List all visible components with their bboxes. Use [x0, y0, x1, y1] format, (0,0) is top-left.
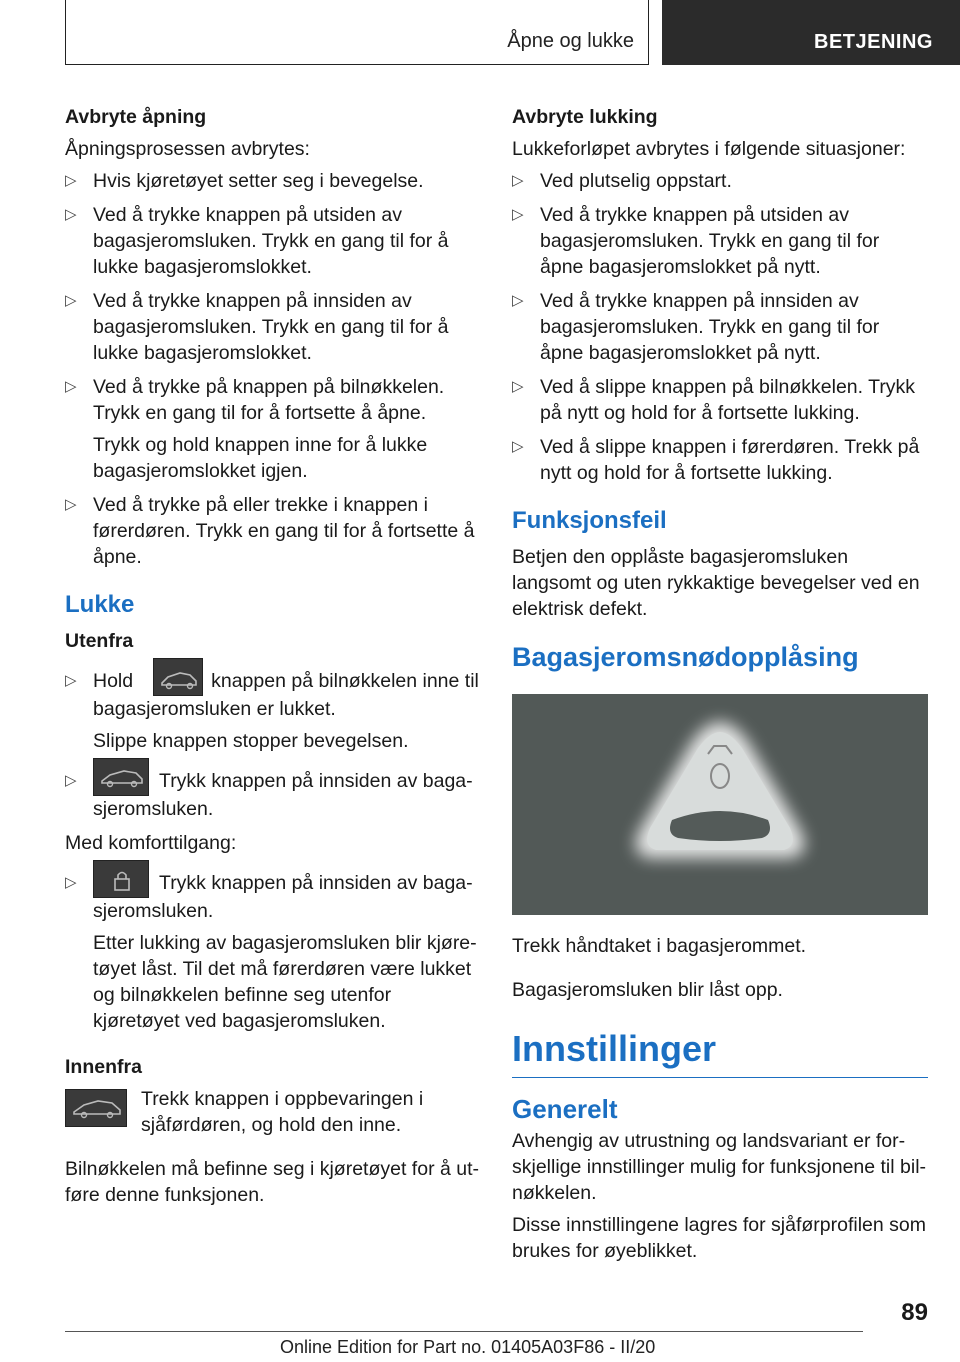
left-column: [65, 104, 480, 1214]
malfunction-text: Betjen den opplåste bagasjeromsluken langsomt og uten rykkaktige bevegelser ved en elektrisk defekt.: [512, 546, 920, 620]
list-item: ▷ Ved å slippe knappen i førerdøren. Trekk på nytt og hold for å fortsette lukking.: [512, 436, 920, 484]
triangle-bullet-icon: ▷: [65, 672, 77, 689]
triangle-bullet-icon: ▷: [65, 874, 77, 891]
list-item: ▷ Trykk knappen på innsiden av bagasjeromsluken. Etter lukking av bagasjeromsluken blir kjøretøyet låst. Til det må førerdøren være lukket og bilnøkkelen befinne seg utenfor kjøretøyet ved bagasjeromsluken.: [65, 870, 480, 1034]
outside-title: Utenfra: [65, 630, 134, 652]
close-heading: Lukke: [65, 591, 135, 618]
header-box: [65, 0, 649, 65]
inside-row: [65, 1086, 480, 1138]
settings-heading: Innstillinger: [512, 1029, 928, 1078]
triangle-bullet-icon: ▷: [65, 496, 77, 513]
list-item: ▷ Ved plutselig oppstart.: [512, 170, 732, 192]
list-item: ▷ Ved å trykke knappen på utsiden av bagasjeromsluken. Trykk en gang til for å lukke bagasjeromslokket.: [65, 204, 449, 278]
abort-close-title: Avbryte lukking: [512, 106, 658, 128]
trunk-button-icon: [93, 758, 149, 796]
comfort-label: Med komforttilgang:: [65, 832, 237, 854]
list-item: ▷ Ved å trykke knappen på utsiden av bagasjeromsluken. Trykk en gang til for åpne bagasjeromslokket på nytt.: [512, 204, 880, 278]
triangle-bullet-icon: ▷: [512, 292, 524, 309]
key-note: Bilnøkkelen må befinne seg i kjøretøyet for å utføre denne funksjonen.: [65, 1158, 480, 1206]
list-item: ▷ Hvis kjøretøyet setter seg i bevegelse.: [65, 170, 424, 192]
list-item: ▷ Ved å trykke på eller trekke i knappen i førerdøren. Trykk en gang til for å fortsette å åpne.: [65, 494, 475, 568]
general-text-2: Disse innstillingene lagres for sjåførprofilen som brukes for øyeblikket.: [512, 1214, 927, 1262]
section-title: Åpne og lukke: [507, 30, 634, 52]
footer-divider: [65, 1331, 863, 1332]
abort-open-intro: Åpningsprosessen avbrytes:: [65, 138, 310, 160]
list-item-extra: Slippe knappen stopper bevegelsen.: [93, 730, 409, 752]
inside-text: Trekk knappen i oppbevaringen i sjåførdøren, og hold den inne.: [141, 1088, 424, 1136]
list-item: ▷ Ved å trykke knappen på innsiden av bagasjeromsluken. Trykk en gang til for å lukke bagasjeromslokket.: [65, 290, 449, 364]
inside-title: Innenfra: [65, 1056, 142, 1078]
trunk-button-icon: [153, 658, 203, 696]
list-item: ▷ Trykk knappen på innsiden av bagasjeromsluken.: [65, 768, 480, 822]
triangle-bullet-icon: ▷: [65, 378, 77, 395]
list-item-extra: Trykk og hold knappen inne for å lukke bagasjeromslokket igjen.: [93, 434, 428, 482]
emergency-heading: Bagasjeromsnødopplåsing: [512, 642, 859, 672]
general-heading: Generelt: [512, 1094, 618, 1124]
triangle-bullet-icon: ▷: [65, 206, 77, 223]
unlocked-text: Bagasjeromsluken blir låst opp.: [512, 979, 783, 1001]
abort-open-title: Avbryte åpning: [65, 106, 207, 128]
footer-edition: Online Edition for Part no. 01405A03F86 - II/20: [280, 1337, 656, 1357]
triangle-bullet-icon: ▷: [512, 438, 524, 455]
triangle-bullet-icon: ▷: [65, 292, 77, 309]
page-number: 89: [901, 1299, 928, 1326]
chapter-tab: BETJENING: [662, 0, 960, 65]
emergency-handle-photo: [512, 694, 928, 915]
lock-button-icon: [93, 860, 149, 898]
triangle-bullet-icon: ▷: [512, 206, 524, 223]
right-column: [512, 104, 928, 1270]
pull-handle-text: Trekk håndtaket i bagasjerommet.: [512, 935, 807, 957]
list-item-extra: Etter lukking av bagasjeromsluken blir kjøretøyet låst. Til det må førerdøren være lukket og bilnøkkelen befinne seg utenfor kjøretøyet ved bagasjeromsluken.: [93, 932, 477, 1032]
triangle-bullet-icon: ▷: [512, 378, 524, 395]
trunk-button-icon: [65, 1089, 127, 1127]
triangle-bullet-icon: ▷: [65, 772, 77, 789]
malfunction-heading: Funksjonsfeil: [512, 507, 667, 534]
general-text: Avhengig av utrustning og landsvariant er forskjellige innstillinger mulig for funksjonene til bilnøkkelen.: [512, 1130, 927, 1204]
list-item: ▷ Ved å slippe knappen på bilnøkkelen. Trykk på nytt og hold for å fortsette lukking.: [512, 376, 916, 424]
list-item: ▷ Ved å trykke knappen på innsiden av bagasjeromsluken. Trykk en gang til for åpne bagasjeromslokket på nytt.: [512, 290, 880, 364]
list-item: ▷ Hold knappen på bilnøkkelen inne til bagasjeromsluken er lukket. Slippe knappen stopper bevegelsen.: [65, 668, 480, 754]
list-item: ▷ Ved å trykke på knappen på bilnøkkelen. Trykk en gang til for å fortsette å åpne. Trykk og hold knappen inne for å lukke bagasjeromslokket igjen.: [65, 374, 480, 484]
triangle-bullet-icon: ▷: [512, 172, 524, 189]
abort-close-intro: Lukkeforløpet avbrytes i følgende situasjoner:: [512, 138, 906, 160]
triangle-bullet-icon: ▷: [65, 172, 77, 189]
